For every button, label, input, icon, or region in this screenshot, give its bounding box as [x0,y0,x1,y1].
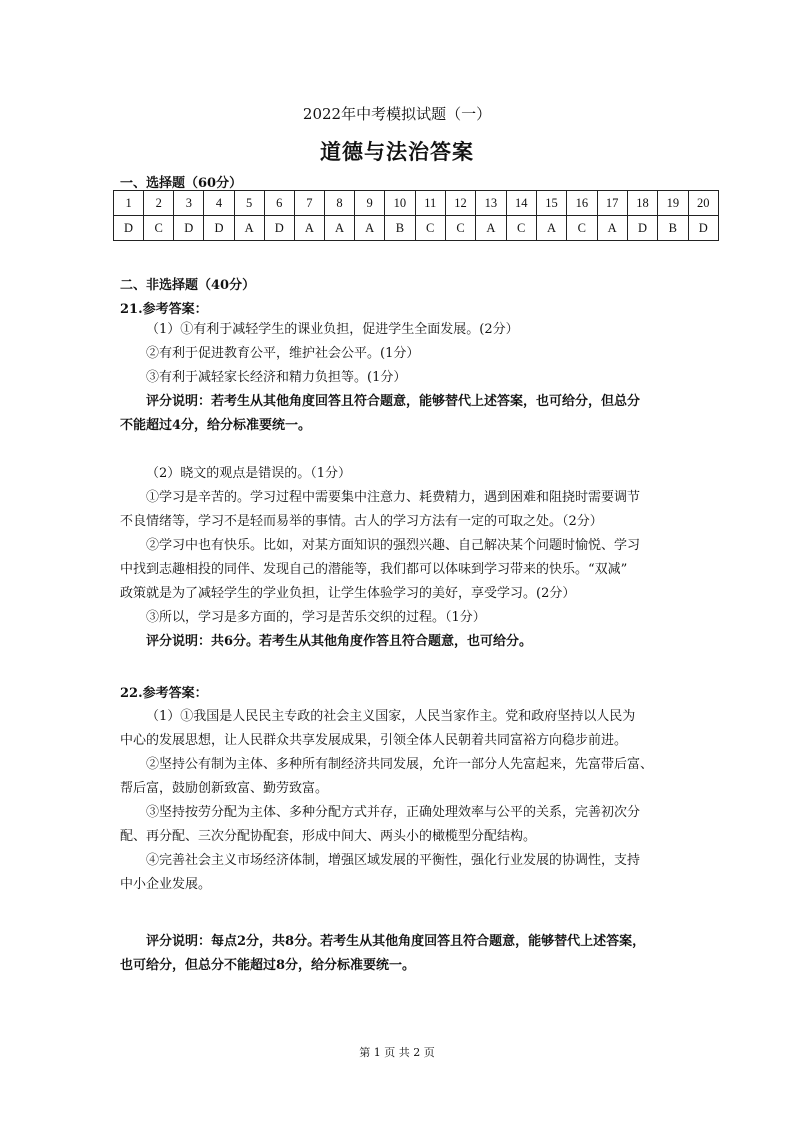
q21-p2-line5: 中找到志趣相投的同伴、发现自己的潜能等，我们都可以体味到学习带来的快乐。“双减” [120,562,628,577]
q21-p2-line3: 不良情绪等，学习不是轻而易举的事情。古人的学习方法有一定的可取之处。（2分） [120,514,603,529]
q21-scoring-note2: 评分说明：共6分。若考生从其他角度作答且符合题意，也可给分。 [146,634,533,649]
q22-line1: （1）①我国是人民民主专政的社会主义国家，人民当家作主。党和政府坚持以人民为 [146,709,636,724]
q22-note-line1: 评分说明：每点2分，共8分。若考生从其他角度回答且符合题意，能够替代上述答案， [146,934,646,949]
answer-cell: A [234,216,264,241]
answer-cell: A [355,216,385,241]
q22-line5: ③坚持按劳分配为主体、多种分配方式并存，正确处理效率与公平的关系，完善初次分 [146,805,641,820]
answer-cell: D [204,216,234,241]
q21-p2-line4: ②学习中也有快乐。比如，对某方面知识的强烈兴趣、自己解决某个问题时愉悦、学习 [146,538,641,553]
question-number-cell: 1 [114,191,144,216]
answer-cell: A [476,216,506,241]
answer-cell: C [144,216,174,241]
answer-cell: C [567,216,597,241]
section2-heading: 二、非选择题（40分） [120,278,256,293]
question-number-cell: 12 [445,191,475,216]
q21-p1-line1: （1）①有利于减轻学生的课业负担，促进学生全面发展。(2分） [146,322,519,337]
question-number-cell: 9 [355,191,385,216]
answer-cell: D [688,216,719,241]
question-number-cell: 18 [627,191,657,216]
answer-cell: D [264,216,294,241]
q22-line2: 中心的发展思想，让人民群众共享发展成果，引领全体人民朝着共同富裕方向稳步前进。 [120,733,628,748]
answer-cell: A [324,216,354,241]
q21-scoring-note-line1: 评分说明：若考生从其他角度回答且符合题意，能够替代上述答案，也可给分，但总分 [146,394,641,409]
question-number-cell: 17 [597,191,627,216]
question-number-cell: 5 [234,191,264,216]
q22-scoring-note [120,930,710,978]
q21-p2-line1: （2）晓文的观点是错误的。（1分） [146,466,352,481]
question-number-cell: 8 [324,191,354,216]
answer-cell: D [627,216,657,241]
question-number-cell: 10 [385,191,415,216]
q22-line7: ④完善社会主义市场经济体制，增强区域发展的平衡性，强化行业发展的协调性，支持 [146,853,641,868]
answer-table-number-row [114,191,719,216]
answer-cell: B [385,216,415,241]
answer-cell: B [658,216,688,241]
question-number-cell: 3 [174,191,204,216]
answer-cell: C [415,216,445,241]
answer-cell: A [294,216,324,241]
answer-cell: D [174,216,204,241]
q21-part2 [120,462,710,654]
q21-p2-line6: 政策就是为了减轻学生的学业负担，让学生体验学习的美好，享受学习。(2分） [120,586,576,601]
exam-title: 2022年中考模拟试题（一） [302,105,492,123]
question-number-cell: 19 [658,191,688,216]
page-number: 第 1 页 共 2 页 [359,1046,435,1059]
q22-line4: 帮后富，鼓励创新致富、勤劳致富。 [120,781,329,796]
question-number-cell: 2 [144,191,174,216]
answer-table-answer-row [114,216,719,241]
q22-label: 22.参考答案： [120,686,208,701]
q21-p2-line7: ③所以，学习是多方面的，学习是苦乐交织的过程。（1分） [146,610,486,625]
q21-p1-line3: ③有利于减轻家长经济和精力负担等。(1分） [146,370,407,385]
question-number-cell: 16 [567,191,597,216]
q22-line3: ②坚持公有制为主体、多种所有制经济共同发展，允许一部分人先富起来，先富带后富、 [146,757,654,772]
q22-line6: 配、再分配、三次分配协配套，形成中间大、两头小的橄榄型分配结构。 [120,829,537,844]
question-number-cell: 20 [688,191,719,216]
answer-cell: A [597,216,627,241]
section1-heading: 一、选择题（60分） [120,176,243,191]
q22-line8: 中小企业发展。 [120,877,212,892]
answer-table [113,190,719,241]
question-number-cell: 14 [506,191,536,216]
subject-title: 道德与法治答案 [320,139,474,164]
q21-part1 [120,318,710,438]
question-number-cell: 15 [536,191,566,216]
q22-answer [120,705,710,897]
q21-p2-line2: ①学习是辛苦的。学习过程中需要集中注意力、耗费精力，遇到困难和阻挠时需要调节 [146,490,641,505]
question-number-cell: 11 [415,191,445,216]
answer-cell: C [445,216,475,241]
q21-label: 21.参考答案： [120,302,208,317]
answer-cell: A [536,216,566,241]
question-number-cell: 13 [476,191,506,216]
answer-cell: C [506,216,536,241]
q22-note-line2: 也可给分，但总分不能超过8分，给分标准要统一。 [120,958,416,973]
q21-p1-line2: ②有利于促进教育公平，维护社会公平。(1分） [146,346,420,361]
question-number-cell: 4 [204,191,234,216]
q21-scoring-note-line2: 不能超过4分，给分标准要统一。 [120,418,312,433]
question-number-cell: 7 [294,191,324,216]
question-number-cell: 6 [264,191,294,216]
answer-cell: D [114,216,144,241]
